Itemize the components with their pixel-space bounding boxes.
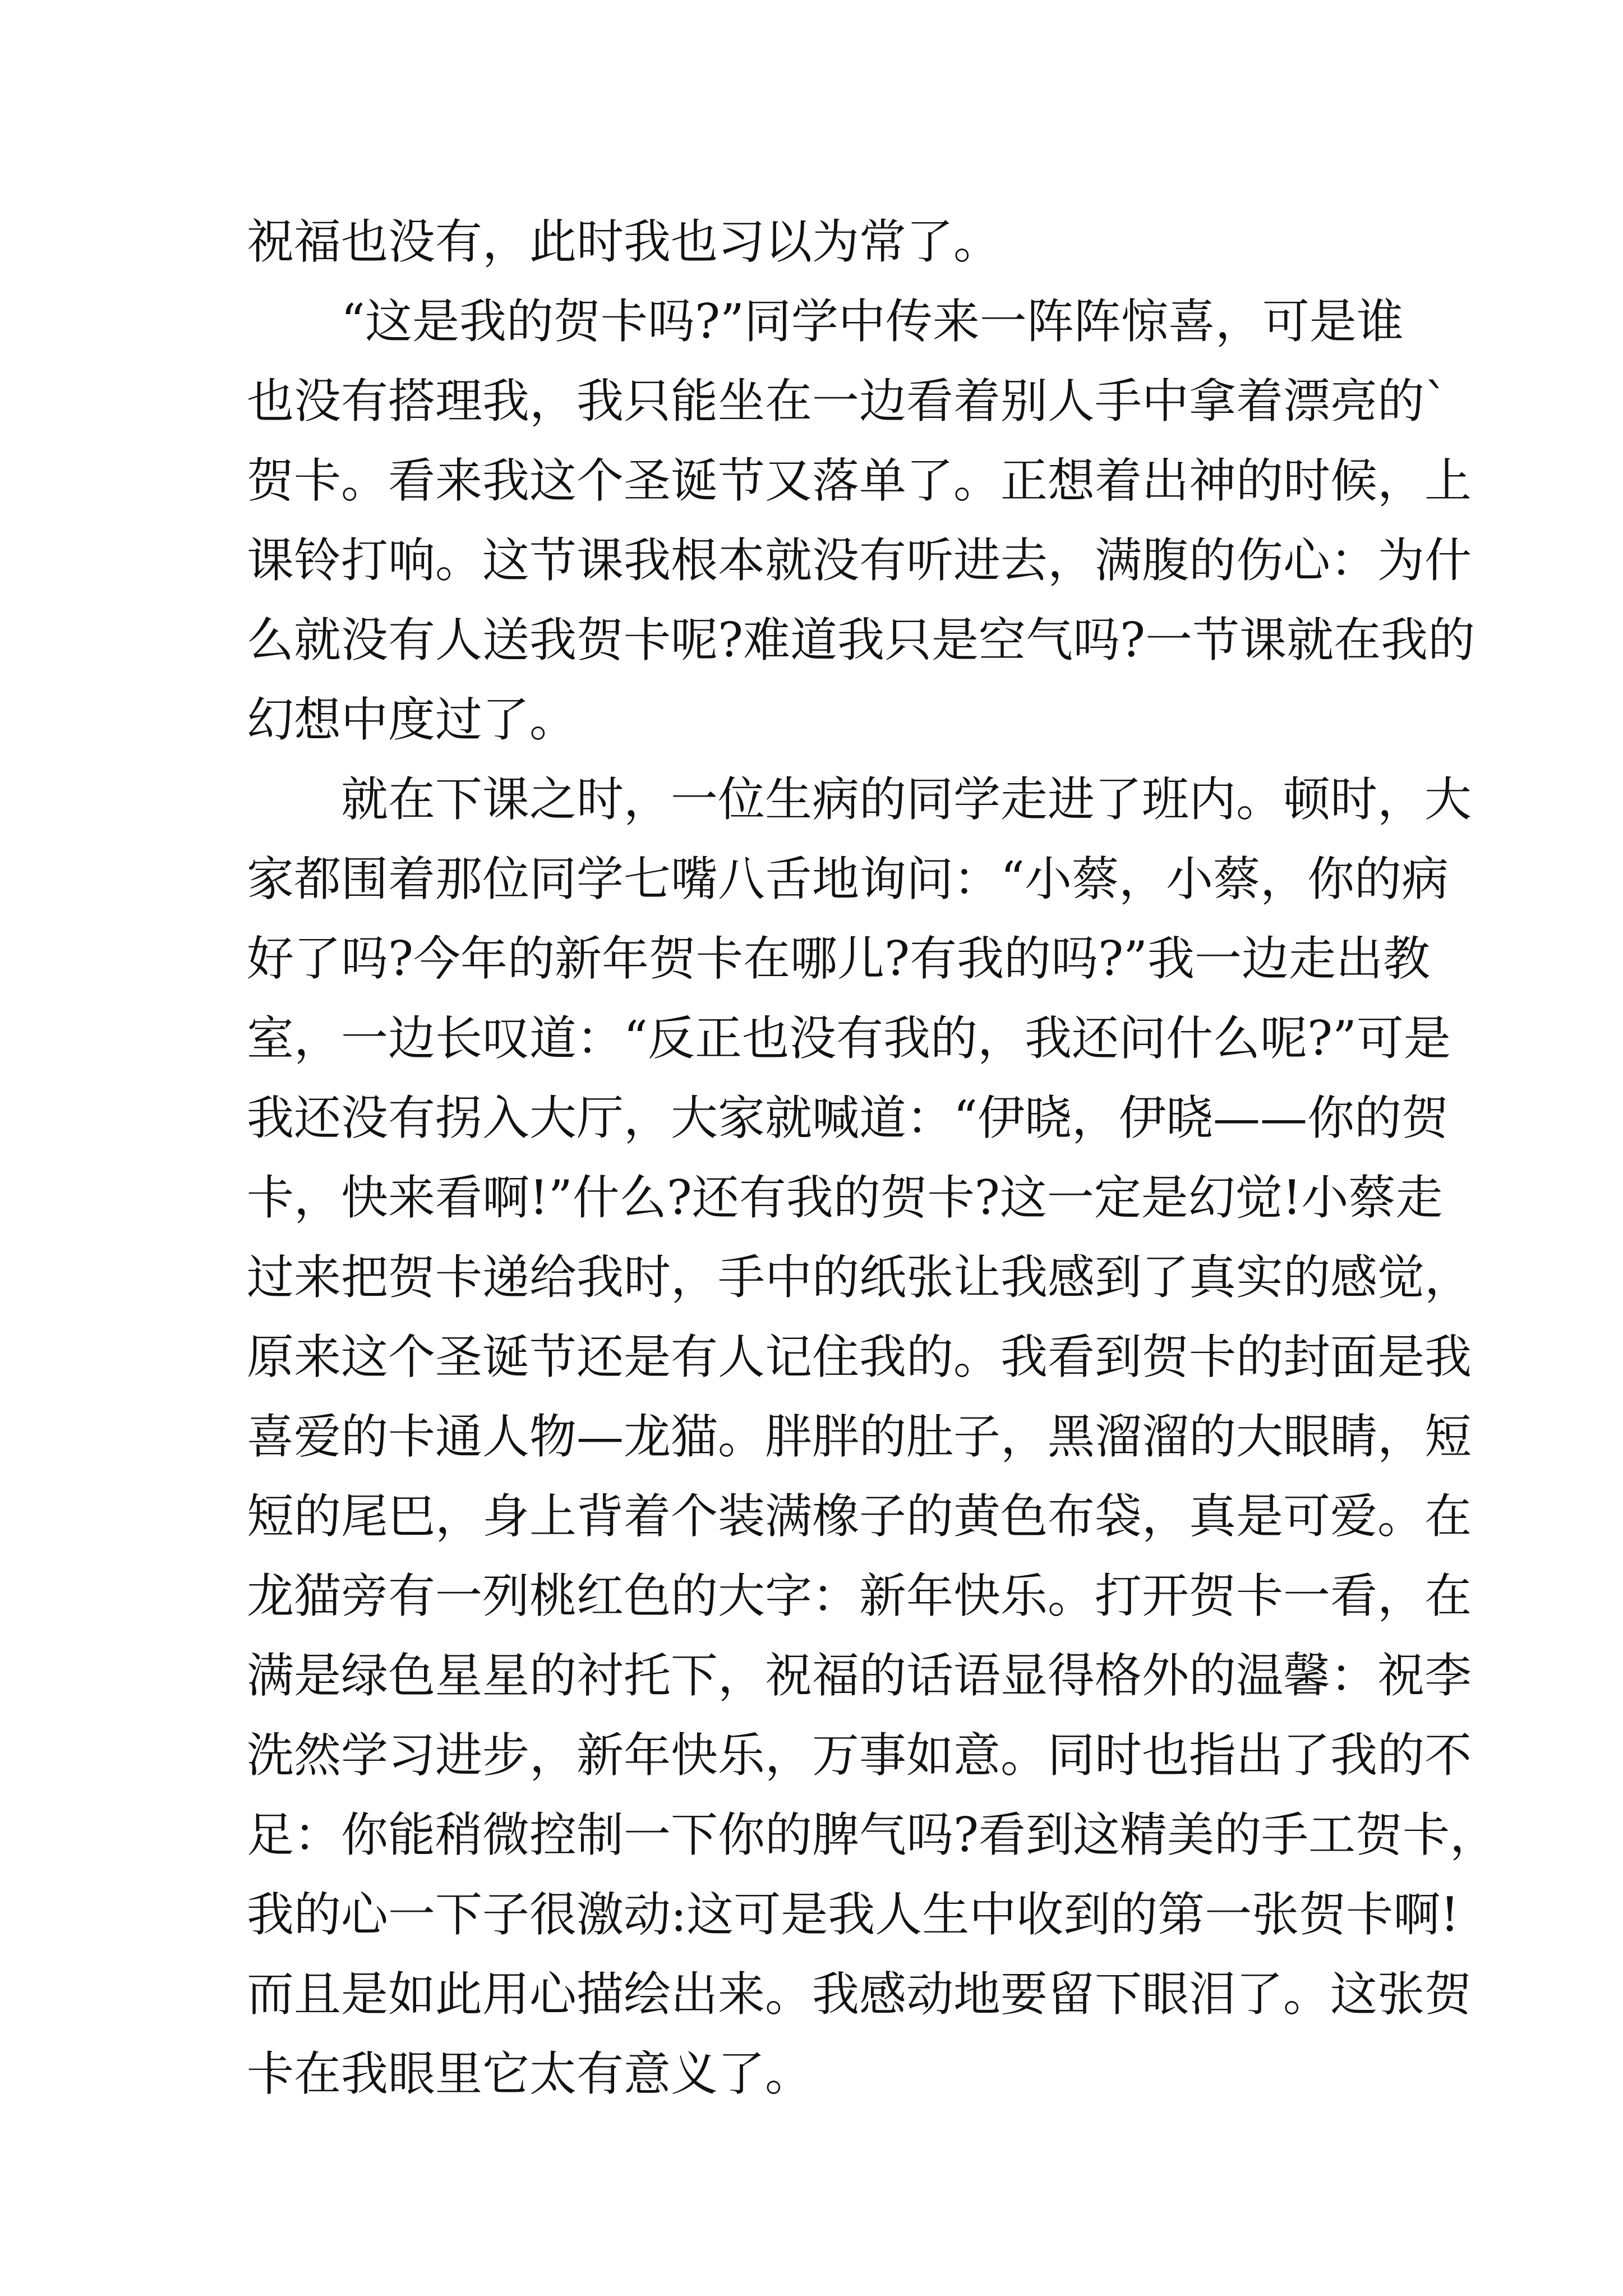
- text-line: 家都围着那位同学七嘴八舌地询问：“小蔡，小蔡，你的病: [247, 852, 1449, 907]
- text-line: 洗然学习进步，新年快乐，万事如意。同时也指出了我的不: [247, 1728, 1472, 1783]
- text-line: 短的尾巴，身上背着个装满橡子的黄色布袋，真是可爱。在: [247, 1489, 1472, 1544]
- text-line: 就在下课之时，一位生病的同学走进了班内。顿时，大: [341, 772, 1472, 827]
- text-line: 祝福也没有，此时我也习以为常了。: [247, 214, 1001, 269]
- text-line: 卡在我眼里它太有意义了。: [247, 2046, 813, 2101]
- body-text: [247, 202, 1497, 2114]
- text-line: 么就没有人送我贺卡呢?难道我只是空气吗?一节课就在我的: [247, 613, 1476, 668]
- text-line: 足：你能稍微控制一下你的脾气吗?看到这精美的手工贺卡，: [247, 1807, 1497, 1862]
- text-line: 也没有搭理我，我只能坐在一边看着别人手中拿着漂亮的`: [247, 374, 1449, 429]
- text-line: 卡，快来看啊!”什么?还有我的贺卡?这一定是幻觉!小蔡走: [247, 1170, 1443, 1225]
- text-line: 课铃打响。这节课我根本就没有听进去，满腹的伤心：为什: [247, 533, 1472, 588]
- text-line: 原来这个圣诞节还是有人记住我的。我看到贺卡的封面是我: [247, 1329, 1472, 1384]
- text-line: 我还没有拐入大厅，大家就喊道：“伊晓，伊晓——你的贺: [247, 1091, 1449, 1145]
- text-line: 我的心一下子很激动:这可是我人生中收到的第一张贺卡啊!: [247, 1887, 1460, 1942]
- text-line: 贺卡。看来我这个圣诞节又落单了。正想着出神的时候，上: [247, 453, 1472, 508]
- text-line: 喜爱的卡通人物—龙猫。胖胖的肚子，黑溜溜的大眼睛，短: [247, 1409, 1472, 1464]
- text-line: 满是绿色星星的衬托下，祝福的话语显得格外的温馨：祝李: [247, 1648, 1472, 1703]
- text-line: “这是我的贺卡吗?”同学中传来一阵阵惊喜，可是谁: [341, 294, 1404, 349]
- text-line: 室，一边长叹道：“反正也没有我的，我还问什么呢?”可是: [247, 1011, 1451, 1066]
- text-line: 龙猫旁有一列桃红色的大字：新年快乐。打开贺卡一看，在: [247, 1568, 1472, 1623]
- text-line: 幻想中度过了。: [247, 692, 577, 747]
- text-line: 好了吗?今年的新年贺卡在哪儿?有我的吗?”我一边走出教: [247, 931, 1431, 986]
- text-line: 过来把贺卡递给我时，手中的纸张让我感到了真实的感觉，: [247, 1250, 1472, 1305]
- text-line: 而且是如此用心描绘出来。我感动地要留下眼泪了。这张贺: [247, 1967, 1472, 2022]
